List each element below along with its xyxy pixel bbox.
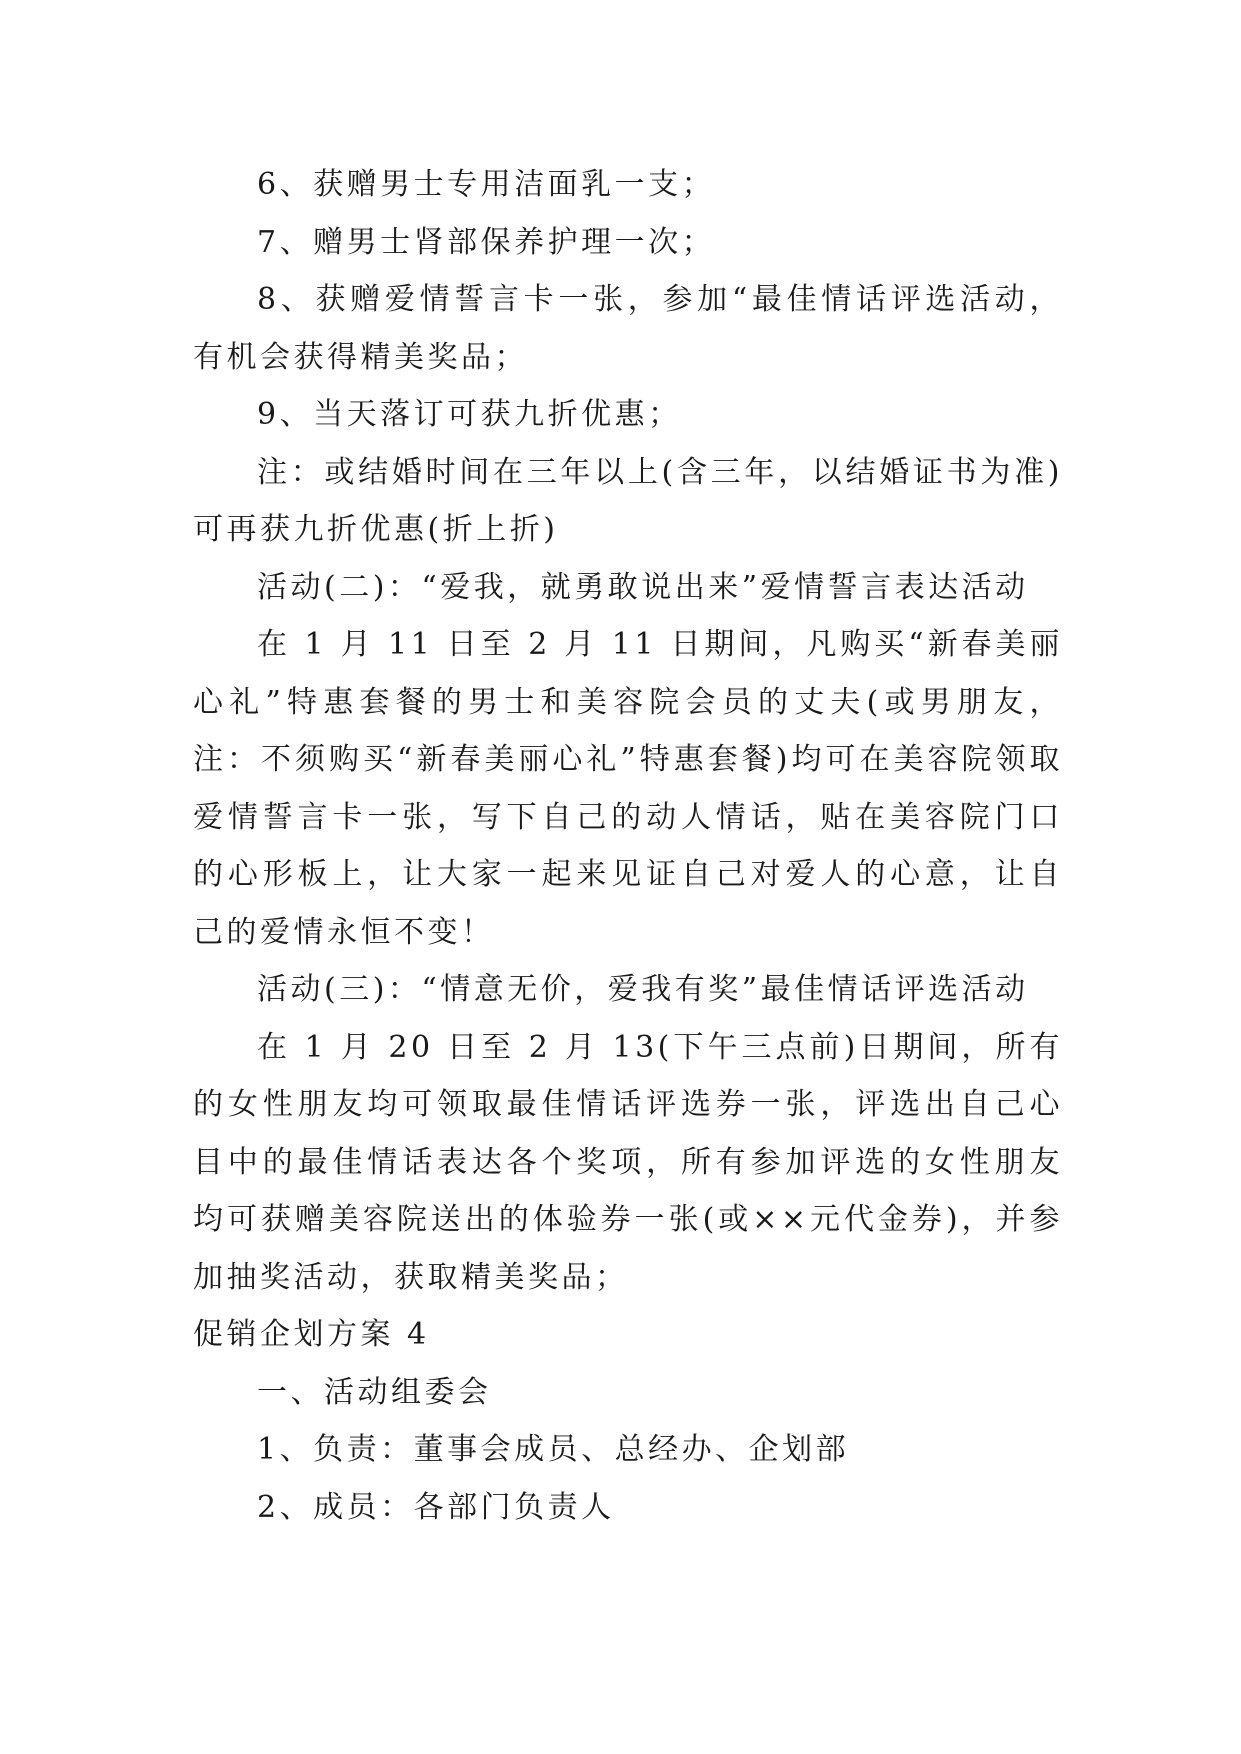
- document-page: [193, 156, 1063, 1536]
- committee-item-2: 2、成员：各部门负责人: [257, 1489, 615, 1525]
- activity-3-body: 在 1 月 20 日至 2 月 13(下午三点前)日期间，所有的女性朋友均可领取最佳情话评选券一张，评选出自己心目中的最佳情话表达各个奖项，所有参加评选的女性朋友均可获赠美容院送出的体验券一张(或××元代金券)，并参加抽奖活动，获取精美奖品；: [193, 1029, 1063, 1295]
- list-item-6: 6、获赠男士专用洁面乳一支；: [257, 167, 716, 202]
- note-paragraph: 注：或结婚时间在三年以上(含三年，以结婚证书为准)可再获九折优惠(折上折): [193, 454, 1063, 547]
- list-item-7: 7、赠男士肾部保养护理一次；: [257, 224, 716, 260]
- committee-heading: 一、活动组委会: [257, 1374, 492, 1410]
- activity-2-body: 在 1 月 11 日至 2 月 11 日期间，凡购买“新春美丽心礼”特惠套餐的男士和美容院会员的丈夫(或男朋友，注：不须购买“新春美丽心礼”特惠套餐)均可在美容院领取爱情誓言卡一张，写下自己的动人情话，贴在美容院门口的心形板上，让大家一起来见证自己对爱人的心意，让自己的爱情永恒不变！: [193, 627, 1063, 950]
- activity-2-title: 活动(二)：“爱我，就勇敢说出来”爱情誓言表达活动: [257, 569, 1029, 605]
- section-heading: 促销企划方案 4: [193, 1317, 430, 1352]
- activity-3-title: 活动(三)：“情意无价，爱我有奖”最佳情话评选活动: [257, 972, 1029, 1007]
- list-item-8: 8、获赠爱情誓言卡一张，参加“最佳情话评选活动，有机会获得精美奖品；: [193, 282, 1063, 375]
- committee-item-1: 1、负责：董事会成员、总经办、企划部: [257, 1432, 850, 1467]
- list-item-9: 9、当天落订可获九折优惠；: [257, 397, 682, 432]
